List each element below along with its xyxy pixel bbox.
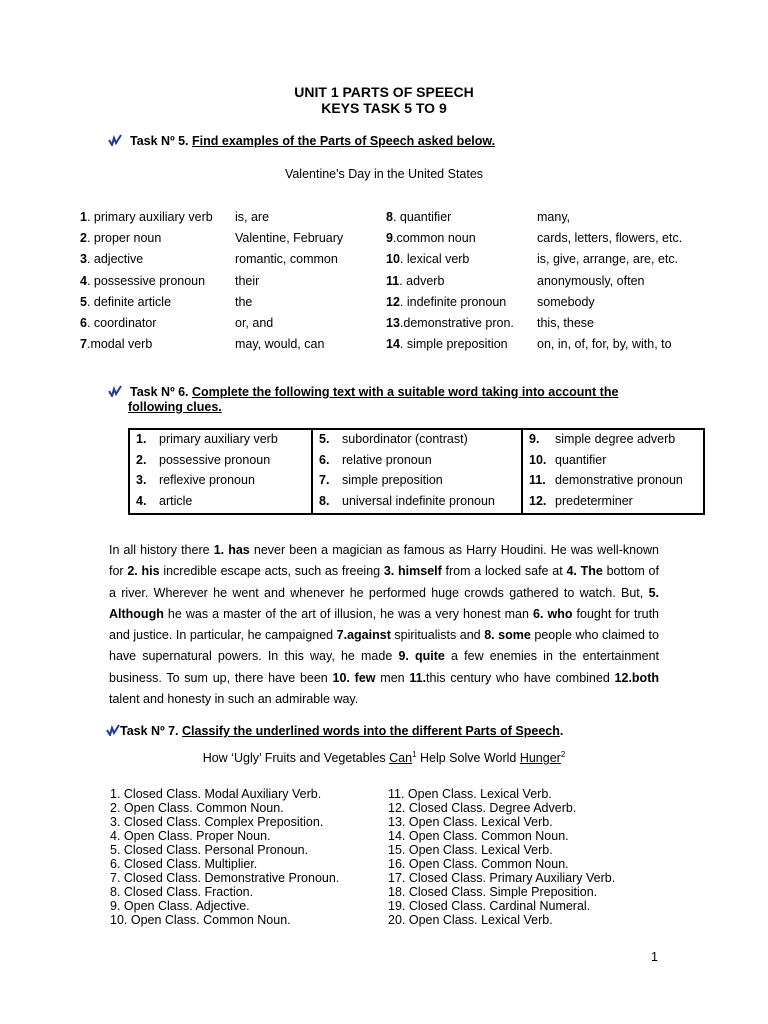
task5-item-label: possessive pronoun (93, 273, 206, 288)
task5-item-number: 10 (386, 252, 400, 267)
clue-number: 8. (319, 494, 330, 509)
task5-item-separator: . (399, 252, 407, 267)
page-number: 1 (651, 950, 658, 964)
task7-title-part-b: Help Solve World (416, 751, 520, 765)
task7-answer-line: 2. Open Class. Common Noun. (110, 801, 284, 815)
task5-heading (108, 134, 495, 149)
answer-word: 6. who (533, 606, 573, 621)
task5-item-row (80, 337, 213, 358)
task7-title-sup1: 1 (412, 749, 417, 759)
task5-item-row (386, 316, 514, 337)
task5-item-label: simple preposition (406, 337, 508, 352)
task5-item-number: 7 (80, 337, 87, 352)
paragraph-text: talent and honesty in such an admirable way. (109, 692, 359, 707)
clue-text: subordinator (contrast) (342, 432, 468, 446)
task5-item-separator: . (399, 337, 407, 352)
clue-row (130, 430, 311, 453)
task5-item-separator: . (399, 294, 407, 309)
clue-row (130, 453, 311, 474)
clue-row (313, 494, 521, 515)
task5-item-label: coordinator (93, 315, 157, 330)
task5-right-answers (537, 210, 682, 358)
task5-item-number: 5 (80, 294, 87, 309)
clue-number: 4. (136, 494, 147, 509)
task7-title-part-a: How ‘Ugly’ Fruits and Vegetables (202, 751, 390, 765)
task6-clue-table (128, 428, 705, 515)
clue-text: universal indefinite pronoun (342, 494, 495, 509)
task5-answer: cards, letters, flowers, etc. (537, 231, 683, 246)
task5-answer: or, and (235, 315, 274, 330)
task5-label: Task Nº 5. (130, 134, 189, 148)
paragraph-text: a few enemies in the entertainment business. To sum up, there have been (109, 649, 660, 685)
task5-item-label: quantifier (399, 210, 452, 224)
task7-heading (106, 724, 563, 739)
clue-number: 3. (136, 473, 147, 488)
clue-row (523, 494, 703, 515)
task7-answer-line: 3. Closed Class. Complex Preposition. (110, 815, 324, 829)
task7-answer-line: 1. Closed Class. Modal Auxiliary Verb. (110, 787, 322, 801)
task6-heading (108, 385, 618, 415)
answer-word: 11. (409, 670, 427, 685)
task7-answer-line: 6. Closed Class. Multiplier. (110, 857, 258, 871)
task5-answer: romantic, common (235, 252, 338, 267)
clue-number: 11. (529, 473, 546, 488)
answer-word: 1. has (213, 543, 250, 557)
task5-left-items (80, 210, 213, 358)
clue-row (523, 453, 703, 474)
task5-item-separator: . (86, 252, 94, 267)
clue-number: 9. (529, 432, 540, 446)
task5-item-separator: . (86, 231, 94, 246)
paragraph-text: men (375, 670, 410, 685)
task5-item-number: 12 (386, 294, 400, 309)
task5-item-label: demonstrative pron. (403, 315, 514, 330)
task5-item-label: definite article (93, 294, 172, 309)
task5-item-separator: . (86, 315, 94, 330)
clue-column-2 (313, 430, 523, 513)
task7-instruction: Classify the underlined words into the different Parts of Speech (182, 724, 560, 738)
answer-word: 9. quite (398, 649, 445, 664)
clue-column-3 (523, 430, 703, 513)
answer-word: 8. some (484, 628, 531, 643)
task7-answer-line: 17. Closed Class. Primary Auxiliary Verb. (388, 871, 616, 885)
task7-answer-line: 4. Open Class. Proper Noun. (110, 829, 271, 843)
task5-item-row (386, 252, 514, 273)
task5-instruction: Find examples of the Parts of Speech asked below. (192, 134, 496, 148)
task5-item-row (386, 231, 514, 252)
clue-row (130, 473, 311, 494)
paragraph-text: fought for truth and justice. In particular, he campaigned (109, 606, 659, 643)
task7-answer-line: 16. Open Class. Common Noun. (388, 857, 569, 871)
task5-item-label: modal verb (90, 337, 153, 352)
document-title: UNIT 1 PARTS OF SPEECH (294, 84, 474, 100)
task5-item-row (80, 231, 213, 252)
task7-answer-line: 5. Closed Class. Personal Pronoun. (110, 843, 309, 857)
answer-word: 5. Although (109, 585, 659, 621)
task7-answers-right (388, 787, 615, 927)
task5-item-label: adjective (93, 252, 144, 267)
task5-item-number: 6 (80, 315, 87, 330)
clue-number: 1. (136, 432, 147, 446)
task5-item-number: 4 (80, 273, 87, 288)
answer-word: 2. his (127, 564, 160, 579)
task5-item-label: adverb (406, 273, 445, 288)
answer-word: 10. few (332, 670, 376, 685)
task5-item-label: primary auxiliary verb (93, 210, 213, 224)
paragraph-text: people who claimed to have supernatural powers. In this way, he made (109, 628, 659, 664)
clue-row (313, 473, 521, 494)
task7-answer-line: 18. Closed Class. Simple Preposition. (388, 885, 598, 899)
answer-word: 12.both (614, 670, 659, 685)
task5-item-separator: . (86, 273, 94, 288)
task6-label: Task Nº 6. (130, 385, 189, 399)
task5-answer: is, give, arrange, are, etc. (537, 252, 679, 267)
task7-label: Task Nº 7. (120, 724, 179, 738)
paragraph-text: from a locked safe at (441, 564, 567, 579)
task5-item-separator: . (86, 210, 94, 224)
task5-item-label: lexical verb (406, 252, 470, 267)
task5-item-row (80, 252, 213, 273)
clue-row (523, 430, 703, 453)
clue-text: simple preposition (342, 473, 443, 488)
task5-item-separator: . (399, 315, 404, 330)
task5-answer: on, in, of, for, by, with, to (537, 337, 672, 352)
task7-answer-line: 8. Closed Class. Fraction. (110, 885, 254, 899)
task5-item-number: 9 (386, 231, 393, 246)
answer-word: 3. himself (383, 564, 442, 579)
clue-column-1 (130, 430, 313, 513)
checkmark-bullet-icon (108, 385, 122, 397)
task5-item-row (386, 274, 514, 295)
task5-item-number: 1 (80, 210, 87, 224)
paragraph-text: In all history there (109, 543, 214, 557)
task5-item-number: 8 (386, 210, 393, 224)
clue-number: 10. (529, 452, 547, 467)
paragraph-text: he was a master of the art of illusion, he was a very honest man (163, 606, 533, 621)
task6-instruction-line2: following clues. (128, 400, 222, 414)
task7-answers-left (110, 787, 339, 927)
paragraph-text: spiritualists and (390, 628, 485, 643)
clue-text: reflexive pronoun (159, 473, 255, 488)
task5-item-label: proper noun (93, 231, 162, 246)
clue-text: possessive pronoun (159, 452, 271, 467)
clue-text: relative pronoun (342, 452, 432, 467)
task7-answer-line: 12. Closed Class. Degree Adverb. (388, 801, 577, 815)
task5-answer: anonymously, often (537, 273, 645, 288)
task5-answer: Valentine, February (235, 231, 344, 246)
task5-item-number: 3 (80, 252, 87, 267)
clue-text: article (159, 494, 193, 509)
clue-row (523, 473, 703, 494)
answer-word: 7.against (336, 628, 391, 643)
task5-item-number: 13 (386, 315, 400, 330)
checkmark-bullet-icon (108, 134, 122, 146)
clue-row (130, 494, 311, 515)
task7-title-sup2: 2 (560, 749, 566, 759)
task5-item-row (80, 274, 213, 295)
paragraph-text: bottom of a river. Wherever he went and whenever he performed huge crowds gathered to watch. But, (109, 564, 659, 600)
task5-item-separator: . (399, 273, 407, 288)
clue-number: 6. (319, 452, 330, 467)
clue-text: demonstrative pronoun (555, 473, 683, 488)
task7-answer-line: 10. Open Class. Common Noun. (110, 913, 291, 927)
task5-item-row (80, 210, 213, 231)
clue-text: predeterminer (555, 494, 633, 509)
task5-item-number: 11 (386, 273, 400, 288)
task5-answer: may, would, can (235, 337, 325, 352)
task5-item-row (386, 337, 514, 358)
answer-word: 4. The (566, 564, 603, 579)
clue-row (313, 453, 521, 474)
task5-item-row (386, 295, 514, 316)
task6-instruction-line1: Complete the following text with a suitable word taking into account the (192, 385, 619, 399)
clue-number: 12. (529, 494, 547, 509)
task7-title-hunger: Hunger (519, 751, 561, 765)
task5-answer: many, (537, 210, 571, 224)
checkmark-bullet-icon (106, 724, 120, 736)
clue-text: primary auxiliary verb (159, 432, 278, 446)
clue-number: 2. (136, 452, 147, 467)
task5-item-separator: . (86, 294, 94, 309)
task7-title-can: Can (389, 751, 413, 765)
task5-left-answers (235, 210, 343, 358)
task5-right-items (386, 210, 514, 358)
task5-item-label: indefinite pronoun (406, 294, 507, 309)
clue-text: simple degree adverb (555, 432, 676, 446)
clue-number: 5. (319, 432, 330, 446)
task5-answer: somebody (537, 294, 595, 309)
task5-item-number: 2 (80, 231, 87, 246)
task5-answer: the (235, 294, 253, 309)
task5-text-title: Valentine's Day in the United States (284, 167, 484, 181)
task7-answer-line: 13. Open Class. Lexical Verb. (388, 815, 553, 829)
task7-answer-line: 7. Closed Class. Demonstrative Pronoun. (110, 871, 340, 885)
task7-answer-line: 15. Open Class. Lexical Verb. (388, 843, 553, 857)
task5-item-row (80, 295, 213, 316)
task5-item-separator: . (86, 337, 91, 352)
paragraph-text: never been a magician as famous as Harry Houdini. He was well-known for (109, 543, 659, 579)
paragraph-text: this century who have combined (426, 670, 615, 685)
task5-item-number: 14 (386, 337, 400, 352)
task7-text-title (0, 751, 768, 765)
task5-answer: is, are (235, 210, 270, 224)
clue-row (313, 430, 521, 453)
task7-answer-line: 11. Open Class. Lexical Verb. (388, 787, 552, 801)
task5-item-row (386, 210, 514, 231)
clue-text: quantifier (555, 452, 607, 467)
clue-number: 7. (319, 473, 330, 488)
task7-instruction-end: . (559, 724, 564, 738)
task6-paragraph (109, 540, 659, 710)
task5-item-row (80, 316, 213, 337)
task7-answer-line: 19. Closed Class. Cardinal Numeral. (388, 899, 591, 913)
task5-answer: this, these (537, 315, 594, 330)
task7-answer-line: 14. Open Class. Common Noun. (388, 829, 569, 843)
task7-answer-line: 20. Open Class. Lexical Verb. (388, 913, 553, 927)
task5-item-separator: . (392, 231, 397, 246)
task7-answer-line: 9. Open Class. Adjective. (110, 899, 250, 913)
document-subtitle: KEYS TASK 5 TO 9 (321, 100, 447, 116)
paragraph-text: incredible escape acts, such as freeing (159, 564, 384, 579)
task5-item-separator: . (392, 210, 400, 224)
task5-item-label: common noun (396, 231, 476, 246)
task5-answer: their (235, 273, 260, 288)
